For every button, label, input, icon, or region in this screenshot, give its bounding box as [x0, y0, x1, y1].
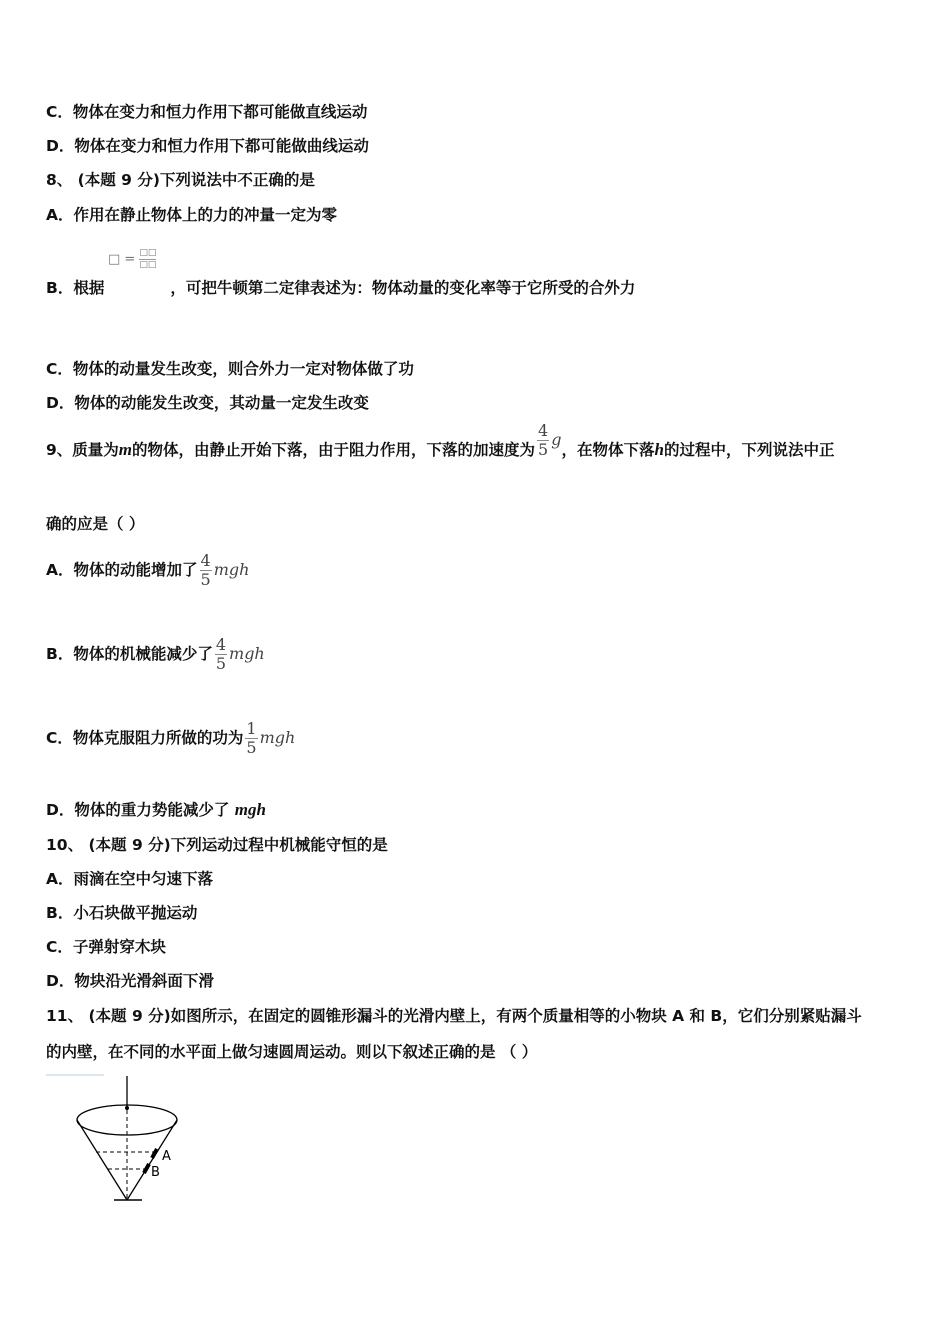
q11-stem: 11、 (本题 9 分)如图所示，在固定的圆锥形漏斗的光滑内壁上，有两个质量相等的小物块 A 和 B，它们分别紧贴漏斗 [46, 1007, 862, 1025]
q8-option-d: D．物体的动能发生改变，其动量一定发生改变 [46, 394, 369, 412]
q10-stem: 10、 (本题 9 分)下列运动过程中机械能守恒的是 [46, 836, 388, 854]
funnel-diagram [46, 1072, 196, 1207]
q9-option-d: D．物体的重力势能减少了 mgh [46, 800, 266, 819]
label-a: A [162, 1149, 171, 1164]
q8-option-a: A．作用在静止物体上的力的冲量一定为零 [46, 206, 337, 224]
q9-stem-cont: 确的应是（ ） [46, 515, 145, 533]
q10-option-b: B．小石块做平抛运动 [46, 904, 198, 922]
q10-option-c: C．子弹射穿木块 [46, 938, 166, 956]
q8-stem: 8、 (本题 9 分)下列说法中不正确的是 [46, 171, 315, 189]
q7-option-d: D．物体在变力和恒力作用下都可能做曲线运动 [46, 137, 369, 155]
q9-option-c: C．物体克服阻力所做的功为 $\frac{1}{5}$ mgh [46, 719, 296, 757]
q8-formula-image: □ = □□ □□ [108, 248, 157, 270]
q8-option-c: C．物体的动量发生改变，则合外力一定对物体做了功 [46, 360, 414, 378]
q9-option-b: B．物体的机械能减少了 $\frac{4}{5}$ mgh [46, 635, 265, 673]
q10-option-d: D．物块沿光滑斜面下滑 [46, 972, 214, 990]
q8-option-b: B．根据 ，可把牛顿第二定律表述为：物体动量的变化率等于它所受的合外力 [46, 279, 636, 297]
q11-stem-cont: 的内壁，在不同的水平面上做匀速圆周运动。则以下叙述正确的是 （ ） [46, 1043, 538, 1061]
label-b: B [151, 1165, 160, 1180]
q9-stem: 9、质量为m的物体，由静止开始下落，由于阻力作用，下落的加速度为 $\frac{4}{5}$ g，在物体下落h的过程中，下列说法中正 [46, 421, 835, 459]
q9-option-a: A．物体的动能增加了 $\frac{4}{5}$ mgh [46, 551, 250, 589]
q10-option-a: A．雨滴在空中匀速下落 [46, 870, 213, 888]
q7-option-c: C．物体在变力和恒力作用下都可能做直线运动 [46, 103, 368, 121]
